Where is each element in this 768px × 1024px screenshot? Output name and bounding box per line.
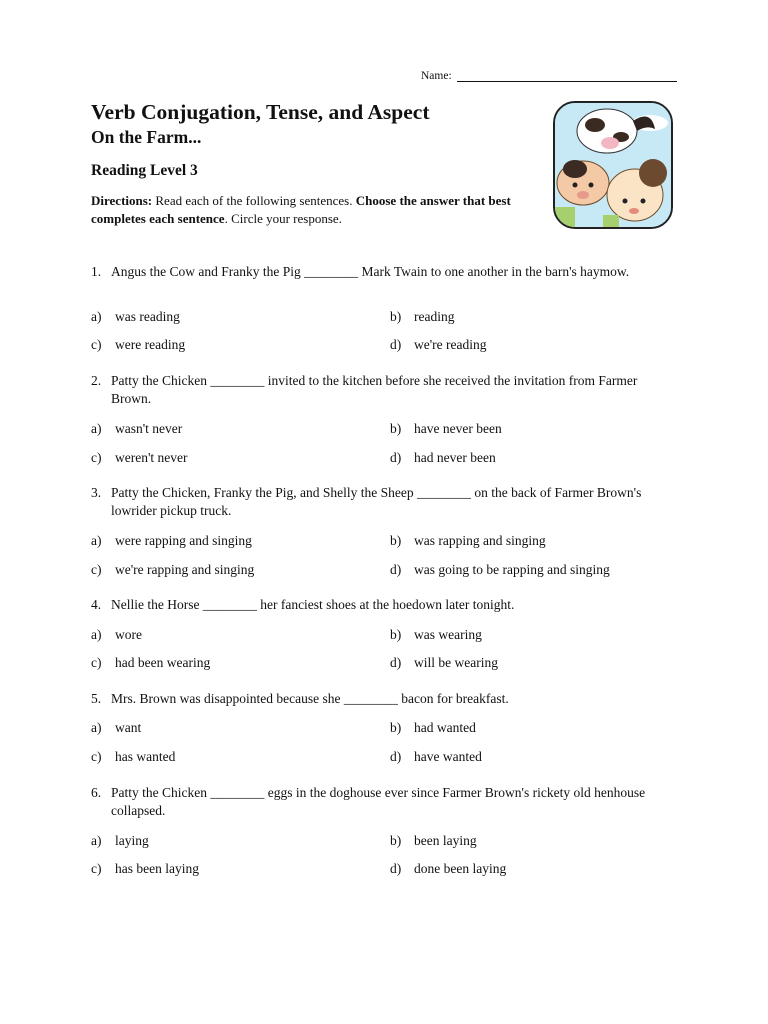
question-number: 1. <box>91 264 102 279</box>
directions-label: Directions: <box>91 193 153 208</box>
option-text: had been wearing <box>115 655 211 670</box>
option-letter: b) <box>390 833 402 848</box>
option-letter: a) <box>91 627 102 642</box>
answer-option-2b[interactable] <box>390 420 502 438</box>
option-text: have never been <box>414 421 502 436</box>
question-number: 6. <box>91 785 102 800</box>
answer-option-4b[interactable] <box>390 626 482 644</box>
answer-option-4c[interactable] <box>91 654 210 672</box>
directions-bold-text: Choose the answer that best completes each sentence <box>91 193 511 226</box>
option-letter: d) <box>390 337 402 352</box>
option-letter: c) <box>91 562 102 577</box>
option-letter: c) <box>91 749 102 764</box>
option-text: were reading <box>115 337 186 352</box>
question-stem: Mrs. Brown was disappointed because she ________ bacon for breakfast. <box>111 691 509 706</box>
option-letter: c) <box>91 861 102 876</box>
option-text: will be wearing <box>414 655 498 670</box>
question-number: 5. <box>91 691 102 706</box>
option-text: were rapping and singing <box>115 533 252 548</box>
question-stem: Patty the Chicken ________ invited to the kitchen before she received the invitation from Farmer Brown. <box>111 373 638 406</box>
answer-option-6c[interactable] <box>91 860 199 878</box>
answer-option-6b[interactable] <box>390 832 477 850</box>
option-letter: c) <box>91 337 102 352</box>
question-3 <box>91 484 666 520</box>
answer-option-5a[interactable] <box>91 719 141 737</box>
option-letter: c) <box>91 655 102 670</box>
option-text: have wanted <box>414 749 482 764</box>
option-letter: a) <box>91 720 102 735</box>
option-text: has wanted <box>115 749 176 764</box>
question-number: 4. <box>91 597 102 612</box>
option-text: been laying <box>414 833 477 848</box>
directions <box>91 192 531 227</box>
answer-option-6a[interactable] <box>91 832 149 850</box>
option-letter: b) <box>390 720 402 735</box>
answer-option-3c[interactable] <box>91 561 254 579</box>
question-number: 2. <box>91 373 102 388</box>
option-text: has been laying <box>115 861 199 876</box>
option-text: was reading <box>115 309 180 324</box>
option-text: was going to be rapping and singing <box>414 562 610 577</box>
option-letter: d) <box>390 655 402 670</box>
answer-option-5d[interactable] <box>390 748 482 766</box>
option-text: done been laying <box>414 861 507 876</box>
question-5 <box>91 690 666 708</box>
worksheet-title: Verb Conjugation, Tense, and Aspect <box>91 100 430 124</box>
answer-option-2c[interactable] <box>91 449 188 467</box>
answer-option-1b[interactable] <box>390 308 454 326</box>
farm-animals-cartoon-image <box>555 103 671 227</box>
question-6 <box>91 784 666 820</box>
option-letter: a) <box>91 421 102 436</box>
answer-option-2a[interactable] <box>91 420 182 438</box>
answer-option-4d[interactable] <box>390 654 498 672</box>
option-text: weren't never <box>115 450 188 465</box>
question-1 <box>91 263 666 281</box>
directions-text-2: . Circle your response. <box>224 210 342 226</box>
name-label: Name: <box>421 70 452 82</box>
answer-option-6d[interactable] <box>390 860 506 878</box>
option-text: want <box>115 720 142 735</box>
option-text: laying <box>115 833 149 848</box>
option-letter: b) <box>390 533 402 548</box>
answer-option-1c[interactable] <box>91 336 185 354</box>
answer-option-5b[interactable] <box>390 719 476 737</box>
answer-option-1d[interactable] <box>390 336 487 354</box>
option-text: reading <box>414 309 455 324</box>
option-letter: d) <box>390 450 402 465</box>
option-text: was wearing <box>414 627 482 642</box>
option-letter: a) <box>91 309 102 324</box>
option-letter: c) <box>91 450 102 465</box>
name-field[interactable] <box>421 69 677 82</box>
answer-option-5c[interactable] <box>91 748 175 766</box>
question-number: 3. <box>91 485 102 500</box>
option-letter: d) <box>390 562 402 577</box>
option-text: wore <box>115 627 142 642</box>
question-stem: Patty the Chicken ________ eggs in the doghouse ever since Farmer Brown's rickety old henhouse collapsed. <box>111 785 646 818</box>
name-blank-line[interactable] <box>457 69 677 82</box>
answer-option-3b[interactable] <box>390 532 546 550</box>
question-2 <box>91 372 666 408</box>
option-letter: d) <box>390 749 402 764</box>
worksheet-subtitle: On the Farm... <box>91 127 202 147</box>
option-text: had wanted <box>414 720 476 735</box>
directions-text-1: Read each of the following sentences. <box>152 193 356 208</box>
option-letter: b) <box>390 421 402 436</box>
option-letter: b) <box>390 309 402 324</box>
option-text: was rapping and singing <box>414 533 546 548</box>
farm-illustration <box>553 101 673 229</box>
answer-option-3a[interactable] <box>91 532 252 550</box>
option-text: we're reading <box>414 337 487 352</box>
answer-option-3d[interactable] <box>390 561 610 579</box>
question-4 <box>91 596 666 614</box>
option-letter: a) <box>91 533 102 548</box>
option-letter: a) <box>91 833 102 848</box>
option-text: wasn't never <box>115 421 183 436</box>
option-text: we're rapping and singing <box>115 562 255 577</box>
answer-option-2d[interactable] <box>390 449 496 467</box>
option-letter: b) <box>390 627 402 642</box>
reading-level: Reading Level 3 <box>91 162 198 179</box>
question-stem: Angus the Cow and Franky the Pig ________ Mark Twain to one another in the barn's haymow. <box>111 264 630 279</box>
answer-option-1a[interactable] <box>91 308 180 326</box>
option-text: had never been <box>414 450 496 465</box>
question-stem: Nellie the Horse ________ her fanciest shoes at the hoedown later tonight. <box>111 597 515 612</box>
answer-option-4a[interactable] <box>91 626 142 644</box>
option-letter: d) <box>390 861 402 876</box>
question-stem: Patty the Chicken, Franky the Pig, and Shelly the Sheep ________ on the back of Farmer Brown's lowrider pickup truck. <box>111 485 642 518</box>
